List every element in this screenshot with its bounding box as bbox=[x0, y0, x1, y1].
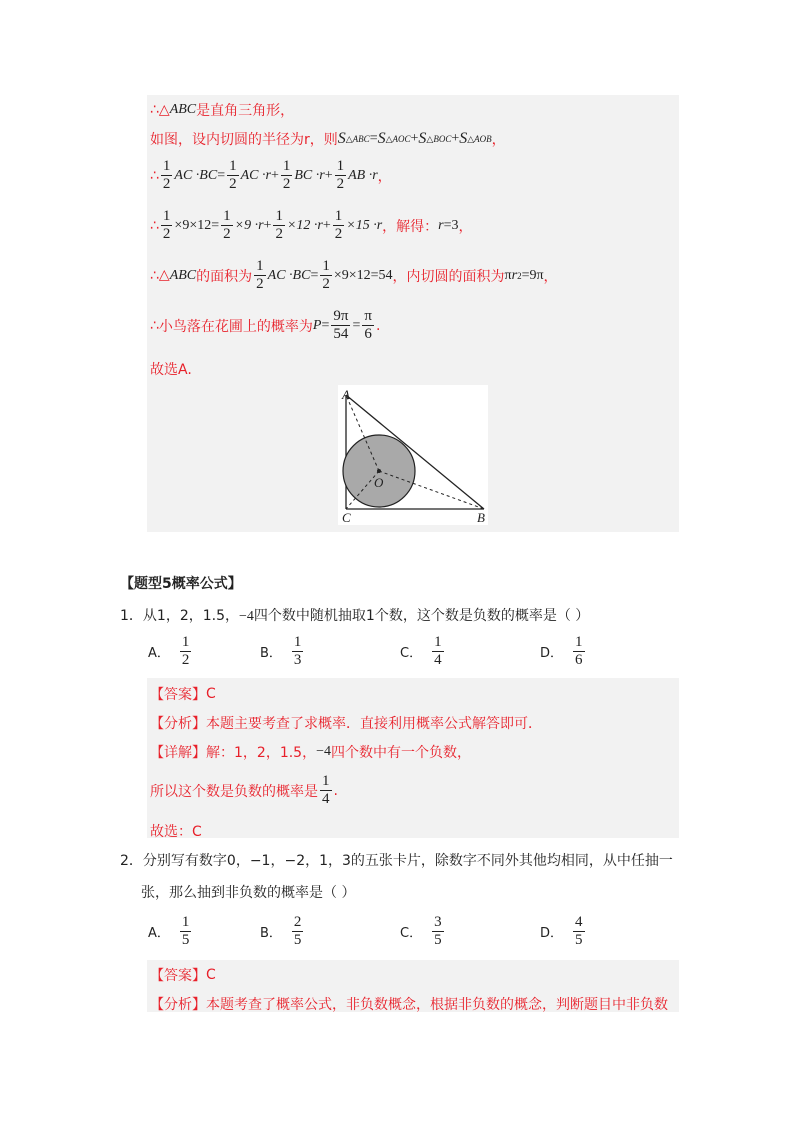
fraction-half: $\frac{1}{2}$ bbox=[322, 258, 330, 292]
area-subscript: △ABC bbox=[345, 133, 370, 144]
option-letter: A． bbox=[148, 646, 170, 661]
answer-value: C bbox=[206, 686, 216, 702]
center-point bbox=[377, 469, 381, 473]
solution-line-5 bbox=[150, 258, 558, 293]
expression: =3 bbox=[443, 217, 459, 233]
plus-sign: + bbox=[324, 167, 333, 183]
area-symbol: S bbox=[418, 130, 427, 147]
vertex-label-b: B bbox=[477, 510, 485, 525]
question-text: 四个数中随机抽取1个数，这个数是负数的概率是（ ） bbox=[253, 608, 590, 624]
fraction-half: $\frac{1}{2}$ bbox=[334, 208, 343, 242]
q1-option-d[interactable] bbox=[540, 634, 587, 669]
statement-text: 如图，设内切圆的半径为r，则 bbox=[150, 132, 338, 148]
q1-detail bbox=[150, 742, 471, 762]
triangle-name: ABC bbox=[169, 102, 197, 117]
therefore-symbol: ∴ bbox=[150, 317, 159, 334]
option-fraction: $\frac{1}{6}$ bbox=[575, 634, 583, 668]
therefore-symbol: ∴ bbox=[150, 167, 159, 184]
area-subscript: △AOC bbox=[385, 133, 411, 144]
area-subscript: △BOC bbox=[426, 133, 452, 144]
area-symbol: S bbox=[377, 130, 386, 147]
q2-option-c[interactable] bbox=[400, 914, 446, 949]
analysis-label: 【分析】 bbox=[150, 716, 206, 732]
option-fraction: $\frac{3}{5}$ bbox=[434, 914, 442, 948]
statement-text: 小鸟落在花圃上的概率为 bbox=[158, 318, 313, 335]
q1-result bbox=[150, 773, 338, 808]
statement-text: ，内切圆的面积为 bbox=[392, 268, 505, 285]
detail-label: 【详解】 bbox=[150, 745, 206, 761]
solution-line-3 bbox=[150, 158, 392, 193]
solution-line-6 bbox=[150, 308, 380, 343]
analysis-text: 本题考查了概率公式，非负数概念，根据非负数的概念，判断题目中非负数 bbox=[206, 997, 668, 1013]
triangle-name: ABC bbox=[169, 267, 197, 283]
q1-answer bbox=[150, 684, 216, 704]
radius-variable: r bbox=[511, 267, 518, 283]
question-1 bbox=[120, 605, 589, 625]
therefore-symbol: ∴ bbox=[150, 267, 159, 284]
conclusion-text: 故选：C bbox=[150, 824, 202, 840]
expression: AC ·r bbox=[240, 167, 271, 183]
radius-variable: r bbox=[438, 217, 444, 233]
equals-sign: = bbox=[310, 267, 319, 283]
fraction-half: $\frac{1}{2}$ bbox=[282, 158, 291, 192]
option-letter: D． bbox=[540, 926, 564, 941]
expression: ×9×12=54 bbox=[333, 267, 393, 283]
therefore-symbol: ∴ bbox=[150, 102, 159, 118]
fraction-half: $\frac{1}{2}$ bbox=[336, 158, 345, 192]
question-text: 从1，2，1.5， bbox=[142, 608, 240, 624]
punctuation: . bbox=[375, 317, 381, 334]
exponent: 2 bbox=[517, 270, 522, 281]
expression: BC ·r bbox=[294, 167, 325, 183]
expression: AB ·r bbox=[348, 167, 378, 183]
fraction-pi-6: $\frac{\pi}{6}$ bbox=[364, 308, 372, 342]
question-2-line-1 bbox=[120, 850, 673, 870]
solution-line-1 bbox=[150, 100, 294, 120]
expression: ×15 ·r bbox=[346, 217, 383, 233]
plus-sign: + bbox=[263, 217, 272, 233]
expression: AC ·BC bbox=[267, 267, 311, 283]
question-2-line-2 bbox=[141, 882, 355, 902]
fraction-half: $\frac{1}{2}$ bbox=[223, 208, 231, 242]
question-text: 张，那么抽到非负数的概率是（ ） bbox=[141, 885, 356, 901]
vertex-label-a: A bbox=[342, 387, 350, 402]
option-letter: C． bbox=[400, 926, 423, 941]
fraction-half: $\frac{1}{2}$ bbox=[275, 208, 283, 242]
equals-sign: = bbox=[369, 131, 378, 146]
punctuation: ， bbox=[377, 168, 392, 185]
expression: =9π bbox=[521, 267, 544, 283]
area-subscript: △AOB bbox=[467, 133, 492, 144]
solution-line-4 bbox=[150, 208, 473, 243]
answer-label: 【答案】 bbox=[150, 968, 206, 984]
answer-value: C bbox=[206, 967, 216, 983]
question-text: 分别写有数字0，−1，−2，1，3的五张卡片，除数字不同外其他均相同，从中任抽一 bbox=[142, 853, 673, 869]
equals-sign: = bbox=[217, 167, 226, 183]
solution-line-7 bbox=[150, 359, 192, 379]
triangle-symbol: △ bbox=[158, 102, 170, 118]
therefore-symbol: ∴ bbox=[150, 217, 159, 234]
negative-number: −4 bbox=[239, 609, 254, 624]
plus-sign: + bbox=[270, 167, 279, 183]
analysis-label: 【分析】 bbox=[150, 997, 206, 1013]
expression: ×9 ·r bbox=[234, 217, 264, 233]
fraction-half: $\frac{1}{2}$ bbox=[162, 208, 171, 242]
fraction-half: $\frac{1}{2}$ bbox=[256, 258, 264, 292]
center-label-o: O bbox=[374, 475, 384, 490]
q2-option-b[interactable] bbox=[260, 914, 305, 949]
fraction-9pi-54: $\frac{9\pi}{54}$ bbox=[333, 308, 349, 342]
option-letter: D． bbox=[540, 646, 564, 661]
punctuation: ， bbox=[458, 218, 473, 235]
answer-label: 【答案】 bbox=[150, 687, 206, 703]
punctuation: ， bbox=[543, 268, 558, 285]
q1-conclusion bbox=[150, 821, 202, 841]
triangle-symbol: △ bbox=[158, 268, 170, 283]
question-number: 1． bbox=[120, 608, 143, 624]
detail-text: 四个数中有一个负数， bbox=[331, 745, 471, 761]
detail-text: 解：1，2，1.5， bbox=[206, 745, 317, 761]
result-fraction: $\frac{1}{4}$ bbox=[322, 773, 330, 807]
incircle-triangle-figure bbox=[338, 385, 488, 525]
probability-variable: P bbox=[312, 317, 322, 333]
fraction-half: $\frac{1}{2}$ bbox=[162, 158, 171, 192]
pi-symbol: π bbox=[504, 267, 512, 283]
equals-sign: = bbox=[321, 317, 330, 333]
option-fraction: $\frac{1}{4}$ bbox=[434, 634, 442, 668]
option-letter: B． bbox=[260, 926, 282, 941]
analysis-text: 本题主要考查了求概率．直接利用概率公式解答即可． bbox=[206, 716, 542, 732]
statement-text: ，解得： bbox=[382, 218, 439, 235]
option-fraction: $\frac{1}{3}$ bbox=[293, 634, 302, 668]
option-fraction: $\frac{4}{5}$ bbox=[575, 914, 583, 948]
option-fraction: $\frac{2}{5}$ bbox=[293, 914, 302, 948]
plus-sign: + bbox=[410, 131, 419, 146]
q2-answer bbox=[150, 965, 216, 985]
q1-analysis bbox=[150, 713, 542, 733]
statement-text: 的面积为 bbox=[196, 268, 253, 285]
punctuation: . bbox=[333, 782, 338, 799]
expression: ×12 ·r bbox=[286, 217, 323, 233]
area-symbol: S bbox=[337, 130, 346, 147]
negative-number: −4 bbox=[316, 744, 331, 759]
option-fraction: $\frac{1}{5}$ bbox=[181, 914, 190, 948]
solution-line-2 bbox=[150, 129, 506, 149]
expression: ×9×12 bbox=[174, 217, 212, 233]
conclusion-text: 故选A. bbox=[150, 362, 192, 378]
vertex-label-c: C bbox=[342, 510, 351, 525]
plus-sign: + bbox=[322, 217, 331, 233]
option-letter: C． bbox=[400, 646, 423, 661]
equals-sign: = bbox=[352, 317, 361, 333]
option-letter: A． bbox=[148, 926, 170, 941]
q1-option-c[interactable] bbox=[400, 634, 446, 669]
punctuation: ， bbox=[491, 132, 506, 148]
fraction-half: $\frac{1}{2}$ bbox=[229, 158, 237, 192]
q1-option-a[interactable] bbox=[148, 634, 193, 669]
option-fraction: $\frac{1}{2}$ bbox=[181, 634, 190, 668]
expression: AC ·BC bbox=[174, 167, 218, 183]
statement-text: 是直角三角形， bbox=[196, 103, 295, 119]
q2-option-a[interactable] bbox=[148, 914, 193, 949]
q2-analysis bbox=[150, 994, 668, 1014]
result-text: 所以这个数是负数的概率是 bbox=[150, 783, 318, 800]
equals-sign: = bbox=[211, 217, 220, 233]
q2-option-d[interactable] bbox=[540, 914, 587, 949]
section-title: 【题型5概率公式】 bbox=[120, 576, 242, 592]
question-number: 2． bbox=[120, 853, 143, 869]
q1-option-b[interactable] bbox=[260, 634, 305, 669]
area-symbol: S bbox=[459, 130, 468, 147]
option-letter: B． bbox=[260, 646, 282, 661]
plus-sign: + bbox=[451, 131, 460, 146]
